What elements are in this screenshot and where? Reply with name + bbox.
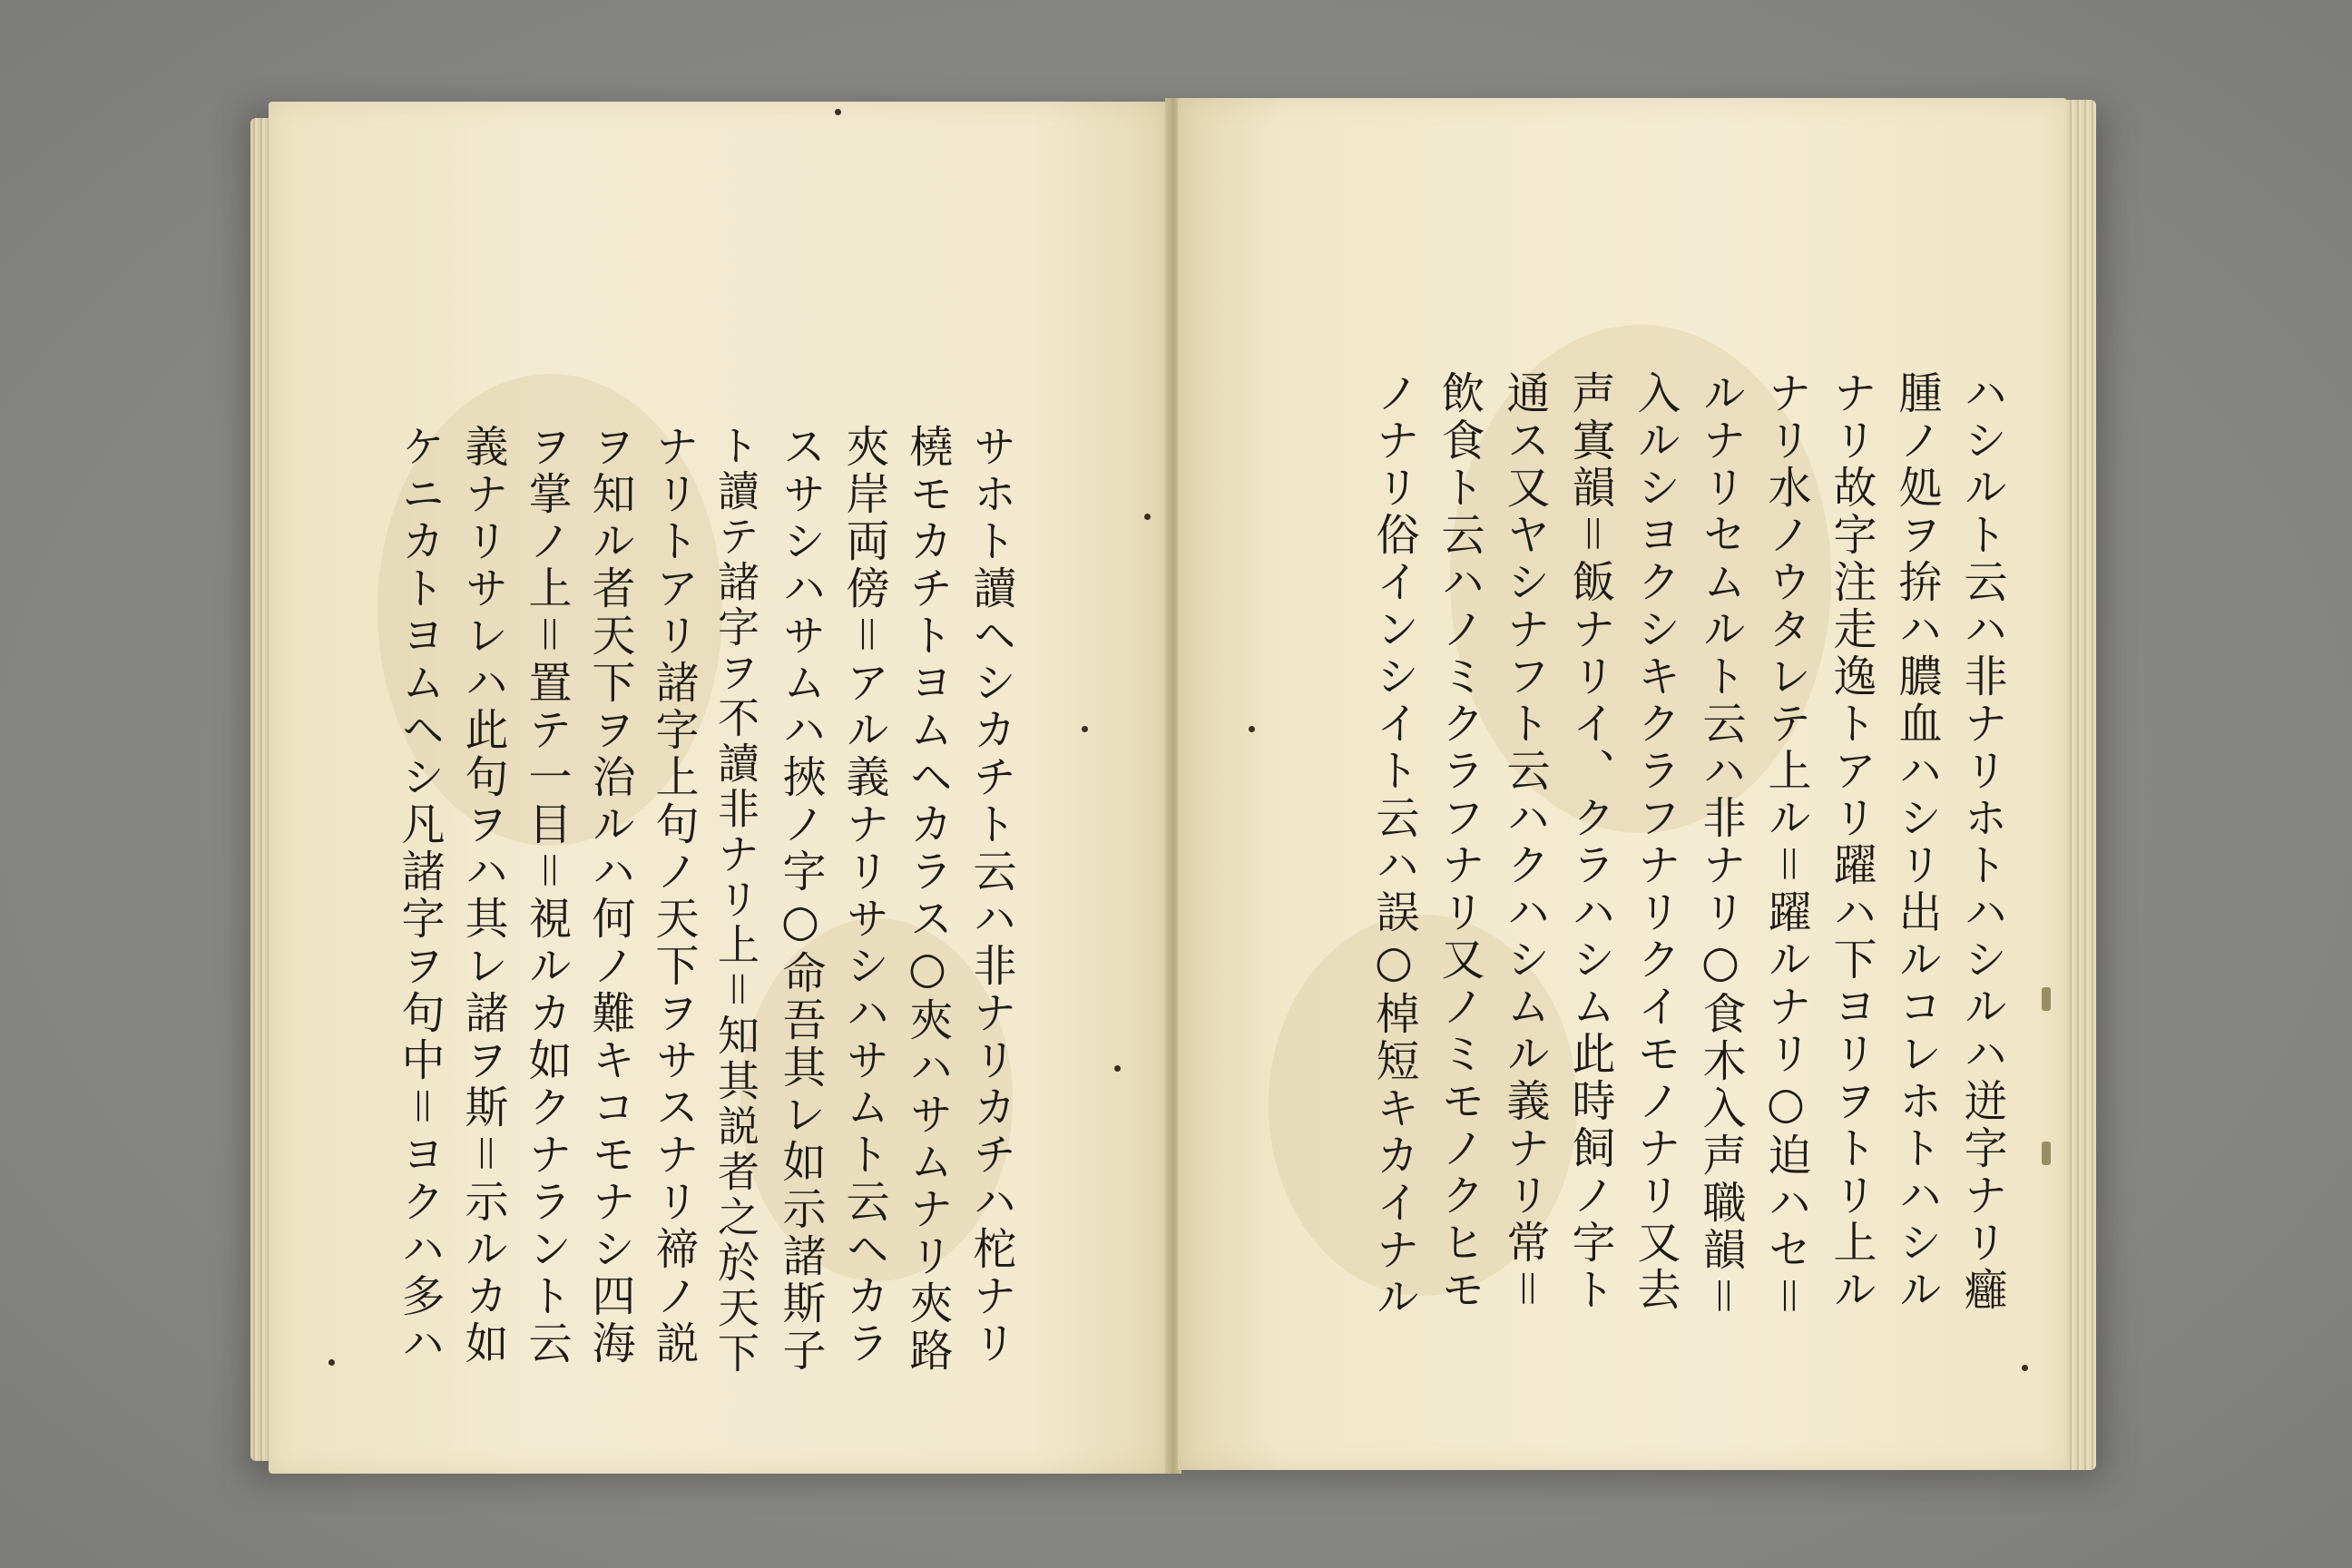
left-column-8: ヲ掌ノ上＝置テ一目＝視ルカ如クナラント云	[521, 424, 572, 1367]
right-column-5: ルナリセムルト云ハ非ナリ○食木入声職韻＝	[1695, 370, 1746, 1321]
right-column-6: 入ルシヨクシキクラフナリクイモノナリ又去	[1630, 370, 1681, 1314]
right-column-1: ハシルト云ハ非ナリホトハシルハ迸字ナリ癰	[1956, 370, 2007, 1314]
left-column-4: スサシハサムハ挾ノ字○命吾其レ如示諸斯子	[775, 424, 826, 1375]
left-column-2: 橈モカチトヨムヘカラス○夾ハサムナリ夾路	[902, 424, 953, 1375]
binding-hole	[835, 109, 841, 115]
binding-mark	[2042, 1142, 2051, 1165]
left-column-10: ケニカトヨムヘシ凡諸字ヲ句中＝ヨクハ多ハ	[394, 424, 445, 1367]
left-page	[269, 102, 1167, 1474]
binding-hole	[1144, 514, 1151, 520]
binding-mark	[2042, 987, 2051, 1011]
binding-hole	[1114, 1065, 1121, 1072]
binding-hole	[2022, 1365, 2028, 1371]
left-column-7: ヲ知ル者天下ヲ治ルハ何ノ難キコモナシ四海	[584, 424, 635, 1367]
left-column-5: ト讀テ諸字ヲ不讀非ナリ上＝知其説者之於天下	[711, 424, 760, 1377]
right-column-4: ナリ水ノウタレテ上ル＝躍ルナリ○迫ハセ＝	[1760, 370, 1811, 1321]
right-column-10: ノナリ俗インシイト云ハ誤○棹短キカイナル	[1368, 370, 1419, 1321]
right-column-7: 声寘韻＝飯ナリイ、クラハシム此時飼ノ字ト	[1564, 370, 1615, 1314]
right-column-3: ナリ故字注走逸トアリ躍ハ下ヨリヲトリ上ル	[1826, 370, 1877, 1314]
right-column-2: 腫ノ処ヲ拚ハ膿血ハシリ出ルコレホトハシル	[1891, 370, 1942, 1314]
right-page	[1178, 98, 2067, 1470]
binding-hole	[1249, 726, 1255, 732]
left-column-3: 夾岸両傍＝アル義ナリサシハサムト云ヘカラ	[838, 424, 889, 1367]
binding-hole	[1082, 726, 1088, 732]
left-column-1: サホト讀ヘシカチト云ハ非ナリカチハ柁ナリ	[965, 424, 1016, 1367]
left-column-9: 義ナリサレハ此句ヲハ其レ諸ヲ斯＝示ルカ如	[457, 424, 508, 1367]
binding-hole	[328, 1359, 335, 1366]
left-column-6: ナリトアリ諸字上句ノ天下ヲサスナリ禘ノ説	[648, 424, 699, 1367]
right-column-9: 飲食ト云ハノミクラフナリ又ノミモノクヒモ	[1434, 370, 1485, 1314]
right-column-8: 通ス又ヤシナフト云ハクハシムル義ナリ常＝	[1499, 370, 1550, 1314]
